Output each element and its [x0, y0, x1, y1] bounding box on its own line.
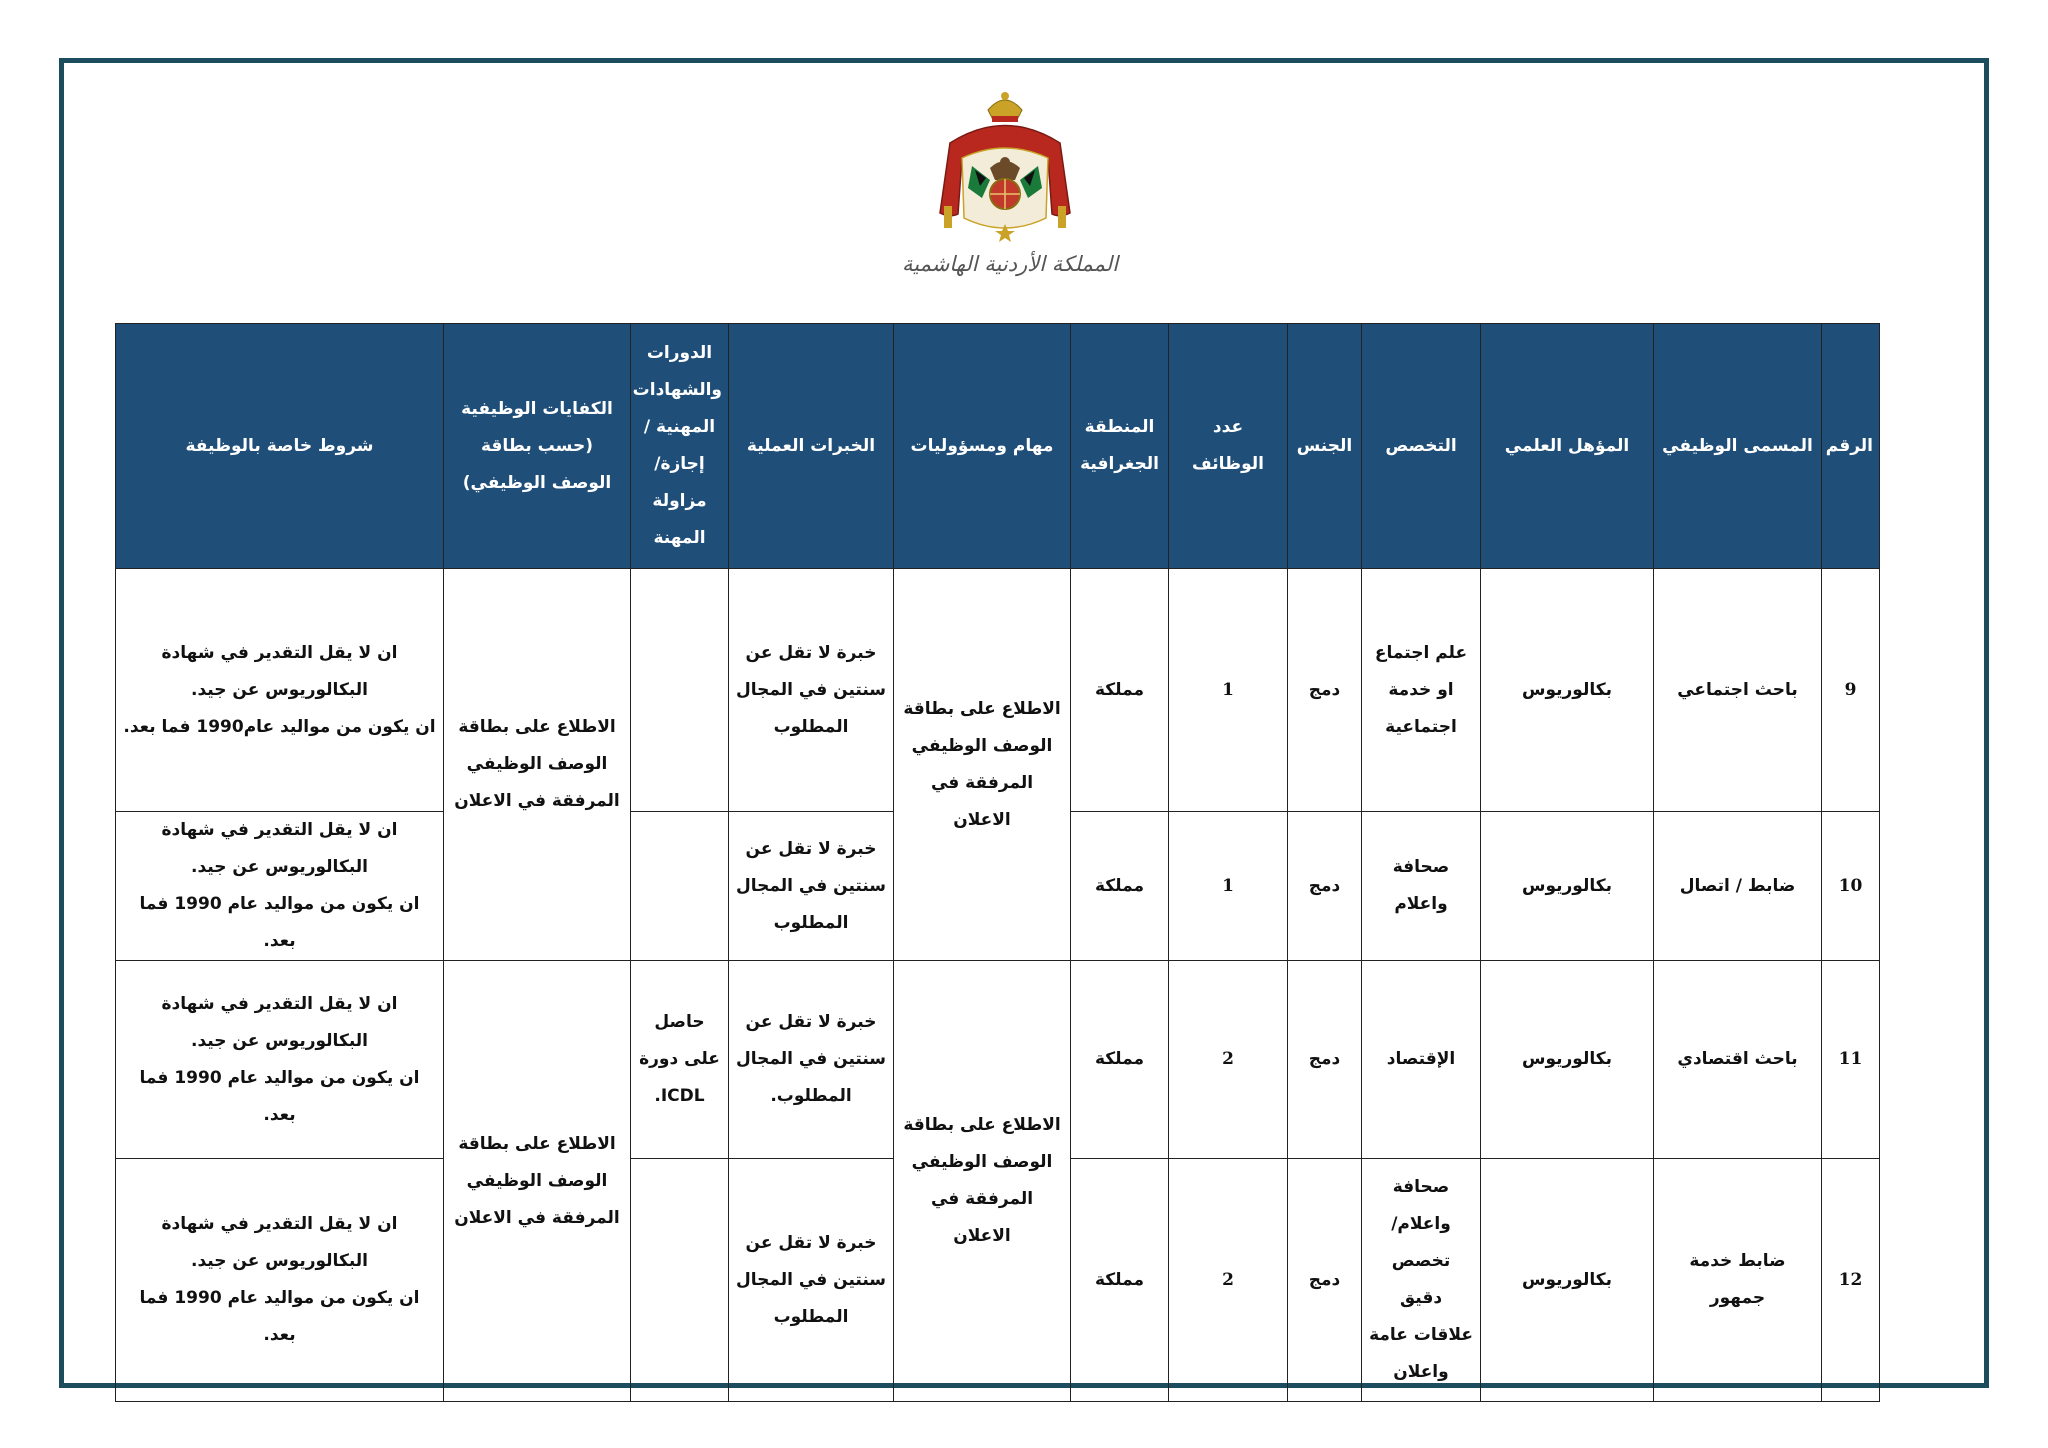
job-title: باحث اقتصادي [1654, 961, 1822, 1159]
condition-grade: ان لا يقل التقدير في شهادة البكالوريوس عن جيد. [161, 1214, 398, 1271]
qualification: بكالوريوس [1481, 961, 1654, 1159]
header-job-title: المسمى الوظيفي [1654, 324, 1822, 569]
job-title: ضابط / اتصال [1654, 812, 1822, 961]
specialization: الإقتصاد [1362, 961, 1481, 1159]
qualification: بكالوريوس [1481, 812, 1654, 961]
job-title: ضابط خدمة جمهور [1654, 1159, 1822, 1402]
table-row [116, 569, 1880, 812]
emblem-caption: المملكة الأردنية الهاشمية [901, 252, 1119, 276]
row-number: 12 [1822, 1159, 1880, 1402]
header-number: الرقم [1822, 324, 1880, 569]
condition-grade: ان لا يقل التقدير في شهادة البكالوريوس عن جيد. [161, 993, 398, 1051]
qualification: بكالوريوس [1481, 569, 1654, 812]
specialization: علم اجتماع او خدمة اجتماعية [1362, 569, 1481, 812]
duties: الاطلاع على بطاقة الوصف الوظيفي المرفقة في الاعلان [894, 961, 1071, 1402]
experience: خبرة لا تقل عن سنتين في المجال المطلوب [729, 812, 894, 961]
special-conditions [116, 961, 444, 1159]
courses [631, 812, 729, 961]
condition-birth-year: ان يكون من مواليد عام1990 فما بعد. [123, 716, 436, 737]
table-header-row [116, 324, 1880, 569]
header-experience: الخبرات العملية [729, 324, 894, 569]
row-number: 11 [1822, 961, 1880, 1159]
header-duties: مهام ومسؤوليات [894, 324, 1071, 569]
competencies: الاطلاع على بطاقة الوصف الوظيفي المرفقة في الاعلان [444, 569, 631, 961]
courses [631, 569, 729, 812]
header-competencies: الكفايات الوظيفية (حسب بطاقة الوصف الوظيفي) [444, 324, 631, 569]
row-number: 10 [1822, 812, 1880, 961]
gender: دمج [1288, 812, 1362, 961]
table-row [116, 961, 1880, 1159]
job-count: 1 [1169, 569, 1288, 812]
experience: خبرة لا تقل عن سنتين في المجال المطلوب [729, 569, 894, 812]
job-count: 1 [1169, 812, 1288, 961]
condition-birth-year: ان يكون من مواليد عام 1990 فما بعد. [139, 1067, 420, 1125]
header-region: المنطقة الجغرافية [1071, 324, 1169, 569]
region: مملكة [1071, 961, 1169, 1159]
specialization: صحافة واعلام/ تخصص دقيق علاقات عامة واعلان [1362, 1159, 1481, 1402]
experience: خبرة لا تقل عن سنتين في المجال المطلوب [729, 1159, 894, 1402]
header-job-count: عدد الوظائف [1169, 324, 1288, 569]
special-conditions [116, 1159, 444, 1402]
row-number: 9 [1822, 569, 1880, 812]
condition-grade: ان لا يقل التقدير في شهادة البكالوريوس عن جيد. [161, 820, 398, 877]
region: مملكة [1071, 812, 1169, 961]
special-conditions [116, 569, 444, 812]
job-count: 2 [1169, 961, 1288, 1159]
gender: دمج [1288, 961, 1362, 1159]
jobs-table [115, 323, 1880, 1402]
courses [631, 1159, 729, 1402]
coat-of-arms-emblem [920, 88, 1090, 248]
condition-birth-year: ان يكون من مواليد عام 1990 فما بعد. [139, 1288, 420, 1345]
gender: دمج [1288, 569, 1362, 812]
qualification: بكالوريوس [1481, 1159, 1654, 1402]
condition-birth-year: ان يكون من مواليد عام 1990 فما بعد. [139, 894, 420, 951]
specialization: صحافة واعلام [1362, 812, 1481, 961]
header-qualification: المؤهل العلمي [1481, 324, 1654, 569]
region: مملكة [1071, 1159, 1169, 1402]
header-gender: الجنس [1288, 324, 1362, 569]
region: مملكة [1071, 569, 1169, 812]
courses: حاصل على دورة ICDL. [631, 961, 729, 1159]
duties: الاطلاع على بطاقة الوصف الوظيفي المرفقة في الاعلان [894, 569, 1071, 961]
gender: دمج [1288, 1159, 1362, 1402]
condition-grade: ان لا يقل التقدير في شهادة البكالوريوس عن جيد. [161, 642, 398, 700]
job-title: باحث اجتماعي [1654, 569, 1822, 812]
header-specialization: التخصص [1362, 324, 1481, 569]
header-courses: الدورات والشهادات المهنية /إجازة/ مزاولة المهنة [631, 324, 729, 569]
header-special-conditions: شروط خاصة بالوظيفة [116, 324, 444, 569]
job-count: 2 [1169, 1159, 1288, 1402]
special-conditions [116, 812, 444, 961]
competencies: الاطلاع على بطاقة الوصف الوظيفي المرفقة في الاعلان [444, 961, 631, 1402]
experience: خبرة لا تقل عن سنتين في المجال المطلوب. [729, 961, 894, 1159]
